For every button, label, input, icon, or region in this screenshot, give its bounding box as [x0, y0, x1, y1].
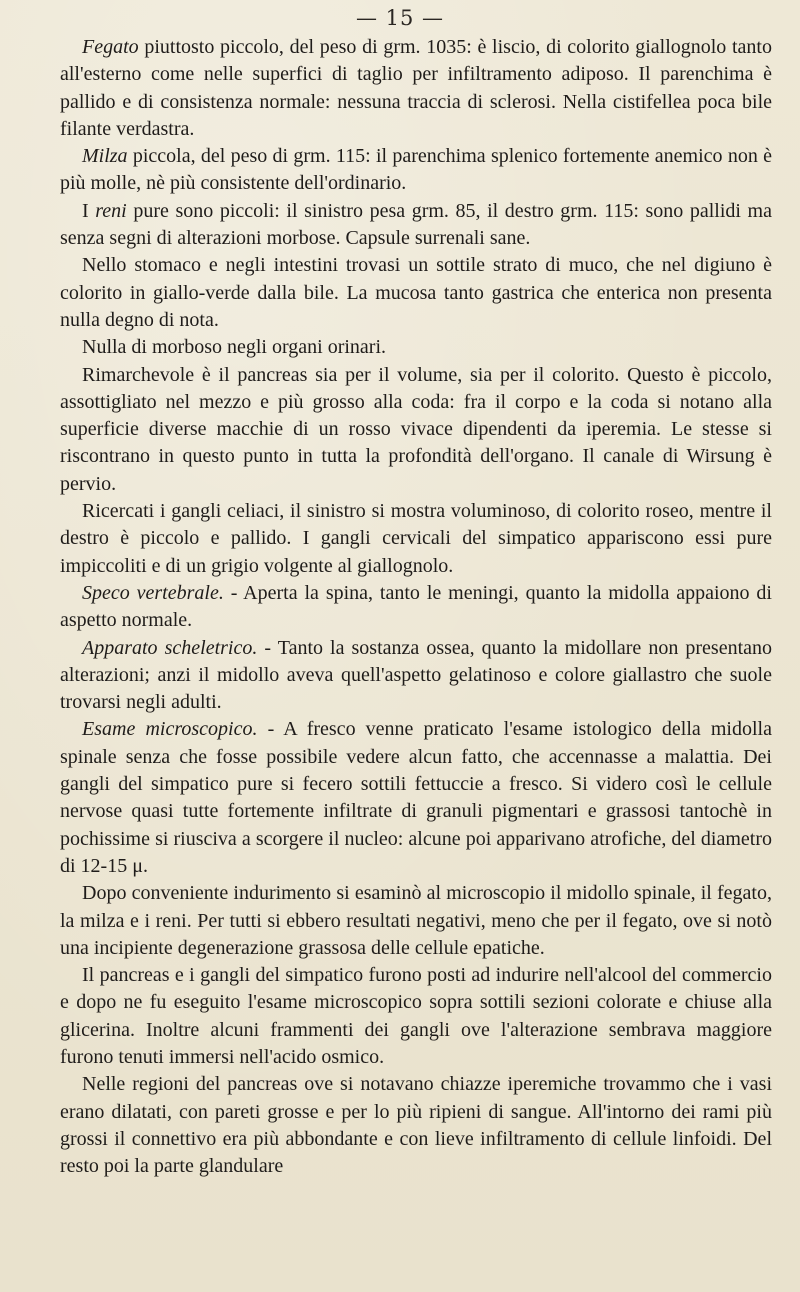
paragraph-text: Nulla di morboso negli organi orinari. — [82, 336, 387, 359]
paragraph-esame-microscopico — [60, 716, 772, 880]
paragraph-lead: Milza — [82, 145, 128, 168]
body-text — [60, 34, 772, 1180]
paragraph-stomaco — [60, 252, 772, 334]
paragraph-text: piccola, del peso di grm. 115: il parenchima splenico fortemente anemico non è più molle, nè più consistente dell'ordinario. — [60, 145, 772, 195]
paragraph-pre: I — [82, 199, 96, 222]
paragraph-text: Dopo conveniente indurimento si esaminò al microscopio il midollo spinale, il fegato, la milza e i reni. Per tutti si ebbero resultati negativi, meno che per il fegato, ove si notò una incipiente degenerazione grassosa delle cellule epatiche. — [60, 882, 772, 959]
paragraph-pancreas — [60, 362, 772, 498]
paragraph-text: Rimarchevole è il pancreas sia per il volume, sia per il colorito. Questo è piccolo, assottigliato nel mezzo e più grosso alla coda: fra il corpo e la coda si notano alla superficie diverse macchie di un rosso vivace dipendenti da iperemia. Le stesse si riscontrano in questo punto in tutta la profondità dell'organo. Il canale di Wirsung è pervio. — [60, 363, 772, 495]
paragraph-apparato-scheletrico — [60, 635, 772, 717]
paragraph-text: Ricercati i gangli celiaci, il sinistro si mostra voluminoso, di colorito roseo, mentre il destro è piccolo e pallido. I gangli cervicali del simpatico appariscono essi pure impiccoliti e di un grigio volgente al giallognolo. — [60, 500, 772, 577]
paragraph-organi-orinari — [60, 334, 772, 361]
paragraph-lead: Apparato scheletrico. — [82, 636, 258, 659]
paragraph-text: Nelle regioni del pancreas ove si notavano chiazze iperemiche trovammo che i vasi erano dilatati, con pareti grosse e per lo più ripieni di sangue. All'intorno dei rami più grossi il connettivo era più abbondante e con lieve infiltramento di cellule linfoidi. Del resto poi la parte glandulare — [60, 1073, 772, 1178]
paragraph-speco-vertebrale — [60, 580, 772, 635]
paragraph-fegato — [60, 34, 772, 143]
paragraph-text: - A fresco venne praticato l'esame istologico della midolla spinale senza che fosse possibile vedere alcun fatto, che accennasse a malattia. Dei gangli del simpatico pure si fecero sottili fettuccie a fresco. Si videro così le cellule nervose quasi tutte fortemente infiltrate di granuli pigmentari e grassosi tantochè in pochissime si riusciva a scorgere il nucleo: alcune poi apparivano atrofiche, del diametro di 12-15 μ. — [60, 718, 772, 877]
paragraph-text: Nello stomaco e negli intestini trovasi un sottile strato di muco, che nel digiuno è colorito in giallo-verde dalla bile. La mucosa tanto gastrica che enterica non presenta nulla degno di nota. — [60, 254, 772, 331]
paragraph-lead: Speco vertebrale. — [82, 581, 224, 604]
paragraph-text: Il pancreas e i gangli del simpatico furono posti ad indurire nell'alcool del commercio e dopo ne fu eseguito l'esame microscopico sopra sottili sezioni colorate e chiuse alla glicerina. Inoltre alcuni frammenti dei gangli ove l'alterazione sembrava maggiore furono tenuti immersi nell'acido osmico. — [60, 964, 772, 1068]
paragraph-lead: reni — [95, 199, 127, 222]
paragraph-lead: Fegato — [82, 36, 139, 58]
paragraph-text: - Aperta la spina, tanto le meningi, quanto la midolla appaiono di aspetto normale. — [60, 581, 772, 632]
paragraph-alcool — [60, 962, 772, 1071]
paragraph-regioni-pancreas — [60, 1071, 772, 1180]
paragraph-text: pure sono piccoli: il sinistro pesa grm. 85, il destro grm. 115: sono pallidi ma senza segni di alterazioni morbose. Capsule surrenali sane. — [60, 199, 772, 250]
page-number: — 15 — — [355, 6, 445, 30]
paragraph-text: piuttosto piccolo, del peso di grm. 1035: è liscio, di colorito giallognolo tanto all'esterno come nelle superfici di taglio per infiltramento adiposo. Il parenchima è pallido e di consistenza normale: nessuna traccia di sclerosi. Nella cistifellea poca bile filante verdastra. — [60, 36, 772, 140]
paragraph-lead: Esame microscopico. — [82, 718, 258, 741]
paragraph-reni — [60, 198, 772, 253]
paragraph-text: - Tanto la sostanza ossea, quanto la midollare non presentano alterazioni; anzi il midollo aveva quell'aspetto gelatinoso e colore giallastro che suole trovarsi negli adulti. — [60, 636, 772, 714]
paragraph-milza — [60, 143, 772, 198]
paragraph-indurimento — [60, 880, 772, 962]
paragraph-gangli — [60, 498, 772, 580]
